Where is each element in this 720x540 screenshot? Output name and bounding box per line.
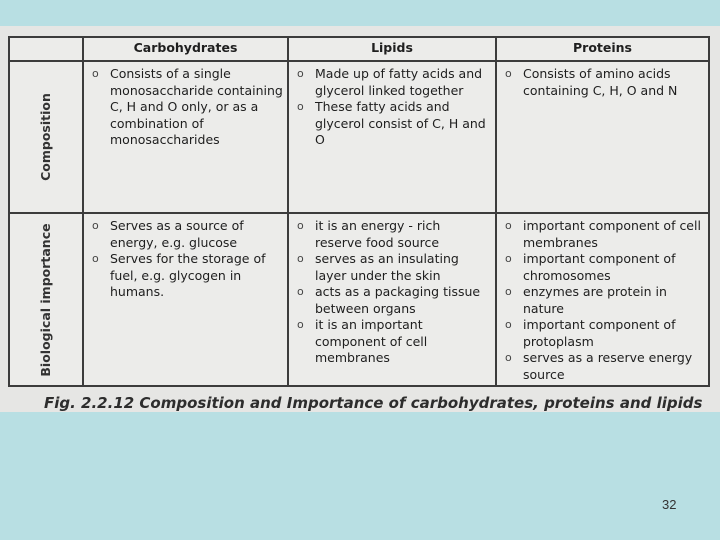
list-item: o enzymes are protein in nature bbox=[501, 284, 704, 317]
row-header-label: Biological importance bbox=[38, 222, 53, 377]
list-item: o Consists of a single monosaccharide containing C, H and O only, or as a combination of monosaccharides bbox=[88, 66, 283, 149]
table-cell bbox=[83, 61, 288, 213]
table-cell bbox=[496, 61, 709, 213]
scanned-page-image bbox=[0, 26, 720, 412]
biomolecule-table bbox=[8, 36, 710, 387]
table-row bbox=[9, 213, 709, 386]
list-item: o serves as an insulating layer under the skin bbox=[293, 251, 491, 284]
list-item: o Serves for the storage of fuel, e.g. glycogen in humans. bbox=[88, 251, 283, 301]
table-cell bbox=[496, 213, 709, 386]
table-cell bbox=[288, 61, 496, 213]
table-cell bbox=[83, 213, 288, 386]
list-item: o serves as a reserve energy source bbox=[501, 350, 704, 383]
column-header: Carbohydrates bbox=[83, 37, 288, 61]
list-item: o Consists of amino acids containing C, H, O and N bbox=[501, 66, 704, 99]
list-item: o important component of protoplasm bbox=[501, 317, 704, 350]
table-header-row bbox=[9, 37, 709, 61]
table-row bbox=[9, 61, 709, 213]
table-cell bbox=[288, 213, 496, 386]
list-item: o important component of chromosomes bbox=[501, 251, 704, 284]
list-item: o Serves as a source of energy, e.g. glucose bbox=[88, 218, 283, 251]
list-item: o it is an important component of cell membranes bbox=[293, 317, 491, 367]
row-header-label: Composition bbox=[38, 93, 53, 181]
page-number: 32 bbox=[662, 497, 677, 512]
corner-cell bbox=[9, 37, 83, 61]
list-item: o Made up of fatty acids and glycerol linked together bbox=[293, 66, 491, 99]
list-item: o it is an energy - rich reserve food source bbox=[293, 218, 491, 251]
column-header: Proteins bbox=[496, 37, 709, 61]
row-header bbox=[9, 213, 83, 386]
column-header: Lipids bbox=[288, 37, 496, 61]
row-header bbox=[9, 61, 83, 213]
list-item: o important component of cell membranes bbox=[501, 218, 704, 251]
list-item: o acts as a packaging tissue between organs bbox=[293, 284, 491, 317]
list-item: o These fatty acids and glycerol consist of C, H and O bbox=[293, 99, 491, 149]
figure-caption: Fig. 2.2.12 Composition and Importance of carbohydrates, proteins and lipids bbox=[44, 394, 703, 412]
